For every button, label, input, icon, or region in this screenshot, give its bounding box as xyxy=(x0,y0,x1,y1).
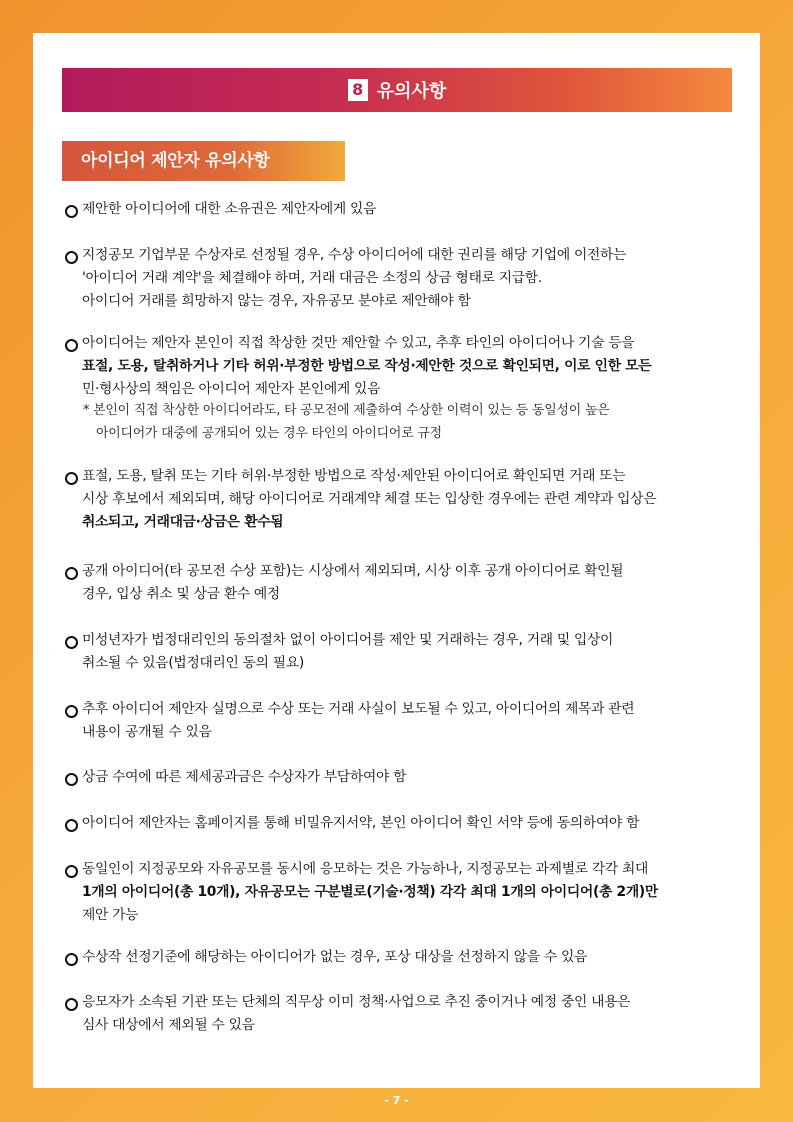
notice-line: 아이디어 거래를 희망하지 않는 경우, 자유공모 분야로 제안해야 함 xyxy=(82,293,471,309)
notice-line: 추후 아이디어 제안자 실명으로 수상 또는 거래 사실이 보도될 수 있고, 아이디어의 제목과 관련 xyxy=(82,701,635,717)
notice-line: 경우, 입상 취소 및 상금 환수 예정 xyxy=(82,586,280,602)
notice-line: 아이디어는 제안자 본인이 직접 착상한 것만 제안할 수 있고, 추후 타인의 아이디어나 기술 등을 xyxy=(82,335,635,351)
circle-bullet-icon xyxy=(65,998,78,1011)
circle-bullet-icon xyxy=(65,567,78,580)
notice-line: 동일인이 지정공모와 자유공모를 동시에 응모하는 것은 가능하나, 지정공모는 과제별로 각각 최대 xyxy=(82,861,649,877)
notice-line: 아이디어 제안자는 홈페이지를 통해 비밀유지서약, 본인 아이디어 확인 서약 등에 동의하여야 함 xyxy=(82,815,640,831)
notice-line: 내용이 공개될 수 있음 xyxy=(82,724,212,740)
circle-bullet-icon xyxy=(65,773,78,786)
notice-line: 취소될 수 있음(법정대리인 동의 필요) xyxy=(82,655,304,671)
notice-line: 제안 가능 xyxy=(82,907,139,923)
circle-bullet-icon xyxy=(65,705,78,718)
notice-line: 제안한 아이디어에 대한 소유권은 제안자에게 있음 xyxy=(82,201,377,217)
notice-line: 심사 대상에서 제외될 수 있음 xyxy=(82,1017,255,1033)
notice-line: 표절, 도용, 탈취하거나 기타 허위·부정한 방법으로 작성·제안한 것으로 확인되면, 이로 인한 모든 xyxy=(82,358,652,374)
subheading xyxy=(62,141,345,181)
page xyxy=(33,33,760,1088)
section-number: 8 xyxy=(348,79,368,101)
notice-line: 응모자가 소속된 기관 또는 단체의 직무상 이미 정책·사업으로 추진 중이거나 예정 중인 내용은 xyxy=(82,994,631,1010)
notice-line: 수상작 선정기준에 해당하는 아이디어가 없는 경우, 포상 대상을 선정하지 않을 수 있음 xyxy=(82,949,587,965)
notice-line: 1개의 아이디어(총 10개), 자유공모는 구분별로(기술·정책) 각각 최대 1개의 아이디어(총 2개)만 xyxy=(82,884,658,900)
circle-bullet-icon xyxy=(65,251,78,264)
notice-line: 시상 후보에서 제외되며, 해당 아이디어로 거래계약 체결 또는 입상한 경우에는 관련 계약과 입상은 xyxy=(82,491,657,507)
notice-line: '아이디어 거래 계약'을 체결해야 하며, 거래 대금은 소정의 상금 형태로 지급함. xyxy=(82,270,542,286)
section-title: 유의사항 xyxy=(376,81,447,102)
circle-bullet-icon xyxy=(65,472,78,485)
notice-line: 공개 아이디어(타 공모전 수상 포함)는 시상에서 제외되며, 시상 이후 공개 아이디어로 확인될 xyxy=(82,563,624,579)
circle-bullet-icon xyxy=(65,819,78,832)
circle-bullet-icon xyxy=(65,636,78,649)
notice-line: 상금 수여에 따른 제세공과금은 수상자가 부담하여야 함 xyxy=(82,769,407,785)
page-number: - 7 - xyxy=(384,1094,409,1107)
notice-line: 표절, 도용, 탈취 또는 기타 허위·부정한 방법으로 작성·제안된 아이디어로 확인되면 거래 또는 xyxy=(82,468,626,484)
circle-bullet-icon xyxy=(65,205,78,218)
subheading-title: 아이디어 제안자 유의사항 xyxy=(81,151,270,171)
circle-bullet-icon xyxy=(65,865,78,878)
note-line: * 본인이 직접 착상한 아이디어라도, 타 공모전에 제출하여 수상한 이력이 있는 등 동일성이 높은 xyxy=(83,403,610,418)
circle-bullet-icon xyxy=(65,953,78,966)
circle-bullet-icon xyxy=(65,339,78,352)
notice-line: 취소되고, 거래대금·상금은 환수됨 xyxy=(82,514,284,530)
notice-line: 지정공모 기업부문 수상자로 선정될 경우, 수상 아이디어에 대한 권리를 해당 기업에 이전하는 xyxy=(82,247,627,263)
notice-line: 민·형사상의 책임은 아이디어 제안자 본인에게 있음 xyxy=(82,381,381,397)
note-line: 아이디어가 대중에 공개되어 있는 경우 타인의 아이디어로 규정 xyxy=(96,426,442,441)
notice-line: 미성년자가 법정대리인의 동의절차 없이 아이디어를 제안 및 거래하는 경우, 거래 및 입상이 xyxy=(82,632,614,648)
section-banner xyxy=(62,68,732,112)
